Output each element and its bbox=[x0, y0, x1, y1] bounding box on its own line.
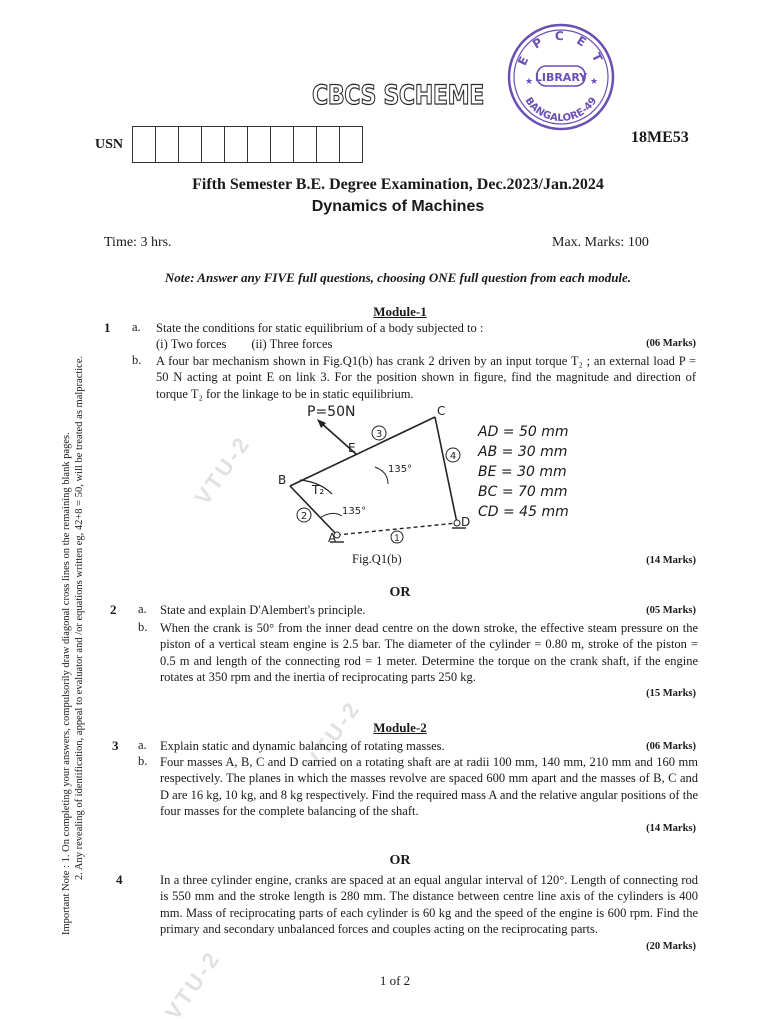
question-4-text: In a three cylinder engine, cranks are spaced at an equal angular interval of 120°. Length of connecting rod is 550 mm and the stroke length is 280 mm. The distance between centre line axis of the cylinders is 400 mm. Mass of reciprocating parts of each cylinder is 60 kg and the speed of the engine is 600 rpm. Find the primary and secondary unbalanced forces and couples acting on the reciprocating parts. bbox=[160, 873, 698, 937]
fig-point-a: A bbox=[328, 531, 337, 545]
watermark-text: VTU-2 bbox=[160, 945, 226, 1024]
instruction-note: Note: Answer any FIVE full questions, choosing ONE full question from each module. bbox=[164, 270, 632, 285]
usn-digit-box[interactable] bbox=[316, 126, 340, 163]
fig-point-c: C bbox=[437, 404, 446, 418]
important-note bbox=[60, 275, 86, 935]
fig-torque-label: T₂ bbox=[312, 483, 325, 497]
figure-caption: Fig.Q1(b) bbox=[352, 552, 402, 566]
question-2-number: 2 bbox=[110, 602, 117, 617]
question-3b-letter: b. bbox=[138, 754, 148, 768]
module-1-title: Module-1 bbox=[373, 304, 427, 319]
course-code: 18ME53 bbox=[631, 129, 689, 146]
question-1-number: 1 bbox=[104, 320, 111, 335]
fig-point-e: E bbox=[348, 441, 356, 455]
question-4-marks: (20 Marks) bbox=[646, 941, 696, 952]
fig-angle-upper: 135° bbox=[388, 464, 413, 475]
or-divider-2: OR bbox=[389, 853, 411, 868]
module-2-title: Module-2 bbox=[373, 720, 427, 735]
question-2b-marks: (15 Marks) bbox=[646, 688, 696, 699]
watermark-text: VTU-2 bbox=[300, 695, 366, 775]
question-2a-letter: a. bbox=[138, 602, 147, 616]
dimension-bc: BC = 70 mm bbox=[478, 484, 568, 500]
usn-boxes[interactable] bbox=[133, 126, 363, 163]
stamp-top-text: E P C E T bbox=[515, 28, 607, 68]
question-1b-marks: (14 Marks) bbox=[646, 555, 696, 566]
question-2b-letter: b. bbox=[138, 620, 148, 634]
library-stamp bbox=[506, 22, 616, 132]
stamp-bottom-text: BANGALORE-49 bbox=[522, 95, 600, 125]
usn-digit-box[interactable] bbox=[270, 126, 294, 163]
stamp-center-text: LIBRARY bbox=[534, 71, 588, 84]
important-note-line2: 2. Any revealing of identification, appeal to evaluator and /or equations written eg, 42+8 = 50, will be treated as malpractice. bbox=[74, 355, 85, 880]
question-1b-letter: b. bbox=[132, 353, 142, 367]
figure-dimensions bbox=[478, 422, 569, 522]
usn-digit-box[interactable] bbox=[224, 126, 248, 163]
watermark-text: VTU-2 bbox=[190, 430, 256, 510]
fig-link-1: 1 bbox=[394, 534, 400, 544]
question-3a-marks: (06 Marks) bbox=[646, 741, 696, 752]
usn-digit-box[interactable] bbox=[132, 126, 156, 163]
question-1a-options: (i) Two forces (ii) Three forces bbox=[156, 337, 333, 351]
fig-angle-lower: 135° bbox=[342, 506, 367, 517]
svg-text:★: ★ bbox=[525, 76, 534, 86]
or-divider-1: OR bbox=[389, 585, 411, 600]
question-1a-letter: a. bbox=[132, 320, 141, 334]
fig-link-4: 4 bbox=[449, 451, 457, 462]
question-2a-text: State and explain D'Alembert's principle. bbox=[160, 603, 366, 617]
question-3a-letter: a. bbox=[138, 738, 147, 752]
question-1b-text: A four bar mechanism shown in Fig.Q1(b) has crank 2 driven by an input torque T₂ ; an external load P = 50 N acting at point E on link 3. For the position shown in figure, find the magnitude and direction of torque T₂ for the linkage to be in static equilibrium. bbox=[156, 354, 696, 401]
max-marks: Max. Marks: 100 bbox=[552, 235, 649, 250]
question-4-number: 4 bbox=[116, 872, 123, 887]
usn-digit-box[interactable] bbox=[339, 126, 363, 163]
fig-load-label: P=50N bbox=[307, 404, 356, 420]
fig-point-d: D bbox=[461, 515, 471, 529]
question-3a-text: Explain static and dynamic balancing of rotating masses. bbox=[160, 739, 445, 753]
usn-digit-box[interactable] bbox=[201, 126, 225, 163]
important-note-line1: Important Note : 1. On completing your answers, compulsorily draw diagonal cross lines on the remaining blank pages. bbox=[61, 432, 72, 935]
exam-duration: Time: 3 hrs. bbox=[104, 235, 172, 250]
question-3b-marks: (14 Marks) bbox=[646, 823, 696, 834]
page-number: 1 of 2 bbox=[379, 973, 411, 988]
dimension-be: BE = 30 mm bbox=[478, 464, 567, 480]
dimension-ab: AB = 30 mm bbox=[478, 444, 568, 460]
dimension-cd: CD = 45 mm bbox=[478, 504, 569, 520]
scheme-title: CBCS SCHEME bbox=[312, 80, 484, 111]
usn-digit-box[interactable] bbox=[293, 126, 317, 163]
fig-link-3: 3 bbox=[375, 429, 383, 440]
question-1a-text: State the conditions for static equilibrium of a body subjected to : bbox=[156, 321, 484, 335]
dimension-ad: AD = 50 mm bbox=[478, 424, 569, 440]
svg-text:★: ★ bbox=[590, 76, 599, 86]
question-2b-text: When the crank is 50° from the inner dead centre on the down stroke, the effective steam pressure on the piston of a vertical steam engine is 2.5 bar. The diameter of the cylinder = 0.80 m, stroke of the piston = 0.5 m and length of the connecting rod = 1 meter. Determine the torque on the crank shaft, if the engine rotates at 350 rpm and the inertia of reciprocating parts 250 kg. bbox=[160, 621, 698, 685]
fig-link-2: 2 bbox=[300, 511, 308, 522]
usn-digit-box[interactable] bbox=[178, 126, 202, 163]
fig-point-b: B bbox=[278, 473, 287, 487]
question-3-number: 3 bbox=[112, 738, 119, 753]
subject-title: Dynamics of Machines bbox=[311, 198, 485, 215]
question-2a-marks: (05 Marks) bbox=[646, 605, 696, 616]
exam-title: Fifth Semester B.E. Degree Examination, Dec.2023/Jan.2024 bbox=[192, 176, 604, 193]
question-1a-marks: (06 Marks) bbox=[646, 338, 696, 349]
usn-digit-box[interactable] bbox=[155, 126, 179, 163]
usn-digit-box[interactable] bbox=[247, 126, 271, 163]
usn-label: USN bbox=[95, 137, 124, 152]
svg-text:BANGALORE-49 bbox=[523, 96, 600, 125]
question-3b-text: Four masses A, B, C and D carried on a rotating shaft are at radii 100 mm, 140 mm, 210 mm and 160 mm respectively. The planes in which the masses revolve are spaced 600 mm apart and the masses of B, C and D are 16 kg, 10 kg, and 8 kg respectively. Find the required mass A and the relative angular positions of the four masses for the complete balancing of the shaft. bbox=[160, 755, 698, 819]
